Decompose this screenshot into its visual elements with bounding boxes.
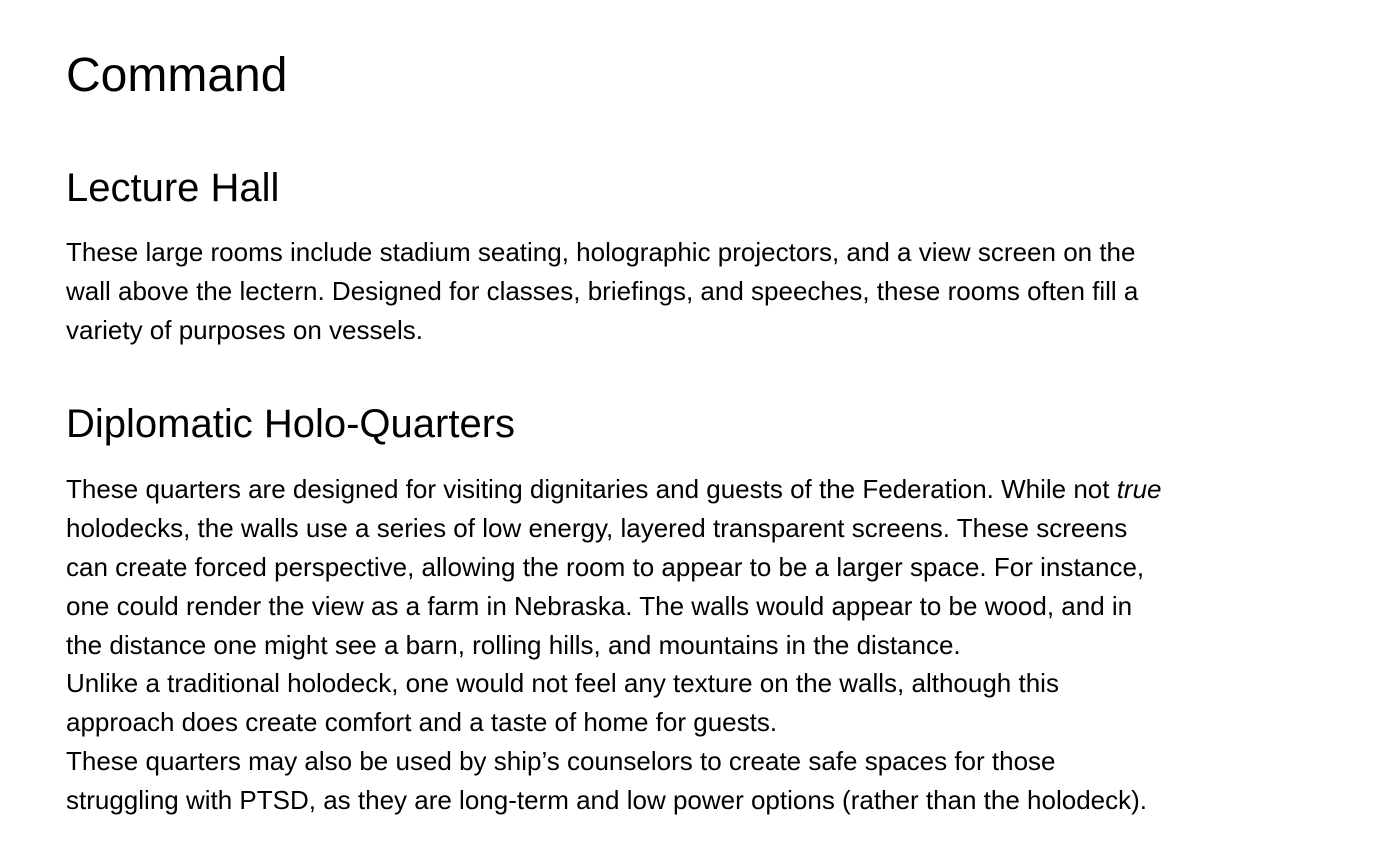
text-line: These quarters may also be used by ship’s counselors to create safe spaces for those	[66, 746, 1056, 776]
text-line	[66, 470, 1306, 509]
text-line: approach does create comfort and a taste of home for guests.	[66, 707, 778, 737]
section-heading-diplomatic-holo-quarters: Diplomatic Holo-Quarters	[66, 402, 516, 446]
text-fragment: These quarters are designed for visiting dignitaries and guests of the Federation. While not	[66, 474, 1117, 504]
text-line: one could render the view as a farm in Nebraska. The walls would appear to be wood, and in	[66, 591, 1133, 621]
text-line: variety of purposes on vessels.	[66, 315, 423, 345]
diplomatic-paragraph-3	[66, 742, 1306, 820]
text-line: the distance one might see a barn, rolling hills, and mountains in the distance.	[66, 630, 961, 660]
diplomatic-paragraph-1	[66, 470, 1306, 665]
text-line: can create forced perspective, allowing the room to appear to be a larger space. For instance,	[66, 552, 1145, 582]
section-heading-lecture-hall: Lecture Hall	[66, 166, 280, 210]
emphasis-text: true	[1116, 474, 1162, 504]
lecture-hall-paragraph	[66, 233, 1306, 350]
text-line: struggling with PTSD, as they are long-term and low power options (rather than the holodeck).	[66, 785, 1147, 815]
text-line: holodecks, the walls use a series of low energy, layered transparent screens. These screens	[66, 513, 1128, 543]
page-title: Command	[66, 49, 288, 102]
diplomatic-paragraph-2	[66, 664, 1306, 742]
text-line: wall above the lectern. Designed for classes, briefings, and speeches, these rooms often fill a	[66, 276, 1139, 306]
text-line: Unlike a traditional holodeck, one would not feel any texture on the walls, although this	[66, 668, 1059, 698]
text-line: These large rooms include stadium seating, holographic projectors, and a view screen on the	[66, 237, 1136, 267]
